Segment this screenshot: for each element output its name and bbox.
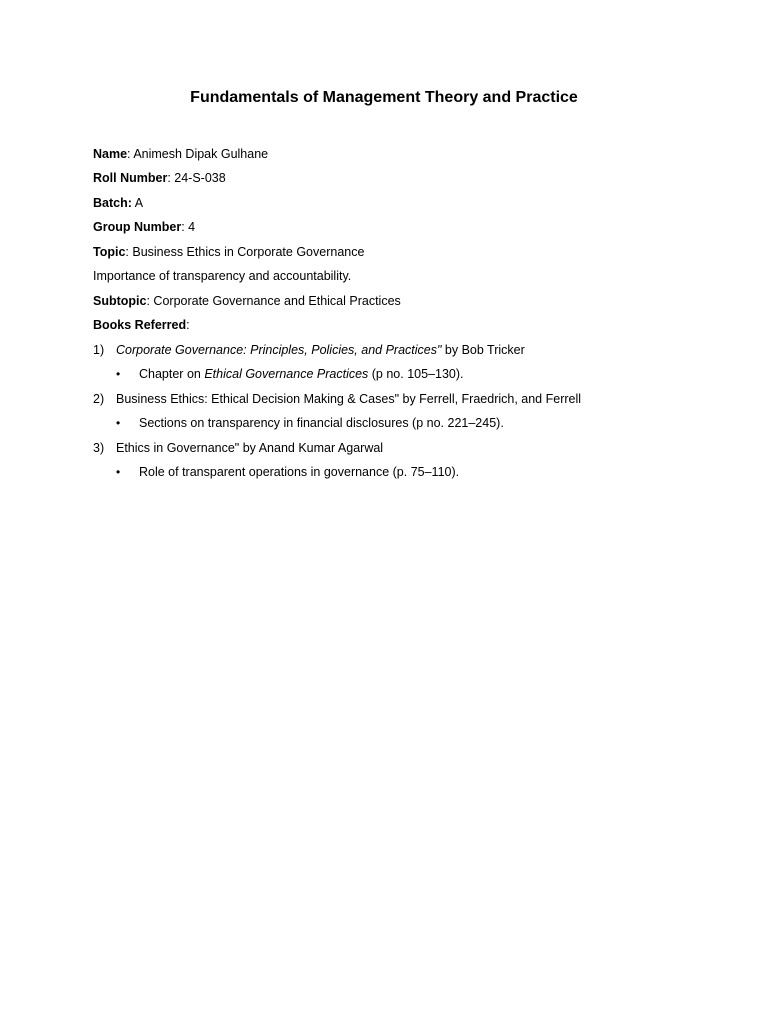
name-sep: : [127,147,134,161]
book-title: Corporate Governance: Principles, Policies, and Practices" [116,343,442,357]
books-referred-label: Books Referred [93,318,187,332]
book-entry [116,342,525,358]
books-referred-sep: : [186,318,190,332]
book-number: 1) [93,343,105,357]
subtopic-label: Subtopic [93,294,147,308]
book-detail: Sections on transparency in financial disclosures (p no. 221–245). [139,416,504,430]
book-detail: Role of transparent operations in governance (p. 75–110). [139,465,460,479]
books-referred-heading [93,317,190,333]
importance-line: Importance of transparency and accountability. [93,269,352,283]
book-entry: Ethics in Governance" by Anand Kumar Agarwal [116,441,384,455]
name-line [93,146,268,162]
subtopic-line [93,293,401,309]
topic-line [93,244,364,260]
group-number-label: Group Number [93,220,182,234]
roll-number-sep: : [167,171,175,185]
batch-value: A [134,196,144,210]
book-author: by Bob Tricker [441,343,525,357]
book-detail-suffix: (p no. 105–130). [368,367,464,381]
book-detail-italic: Ethical Governance Practices [204,367,369,381]
roll-number-label: Roll Number [93,171,168,185]
name-label: Name [93,147,128,161]
subtopic-sep: : [146,294,154,308]
book-detail [139,366,464,382]
topic-value: Business Ethics in Corporate Governance [132,245,365,259]
topic-sep: : [125,245,133,259]
group-number-line [93,219,195,235]
bullet-icon: • [116,465,121,479]
group-number-sep: : [181,220,189,234]
roll-number-value: 24-S-038 [174,171,226,185]
book-number: 3) [93,441,105,455]
page-title: Fundamentals of Management Theory and Practice [190,89,578,106]
batch-label: Batch: [93,196,132,210]
bullet-icon: • [116,416,121,430]
book-number: 2) [93,392,105,406]
roll-number-line [93,170,226,186]
subtopic-value: Corporate Governance and Ethical Practices [153,294,401,308]
group-number-value: 4 [188,220,196,234]
bullet-icon: • [116,367,121,381]
book-entry: Business Ethics: Ethical Decision Making & Cases" by Ferrell, Fraedrich, and Ferrell [116,392,582,406]
name-value: Animesh Dipak Gulhane [133,147,269,161]
batch-line [93,195,143,211]
book-detail-prefix: Chapter on [139,367,205,381]
topic-label: Topic [93,245,126,259]
